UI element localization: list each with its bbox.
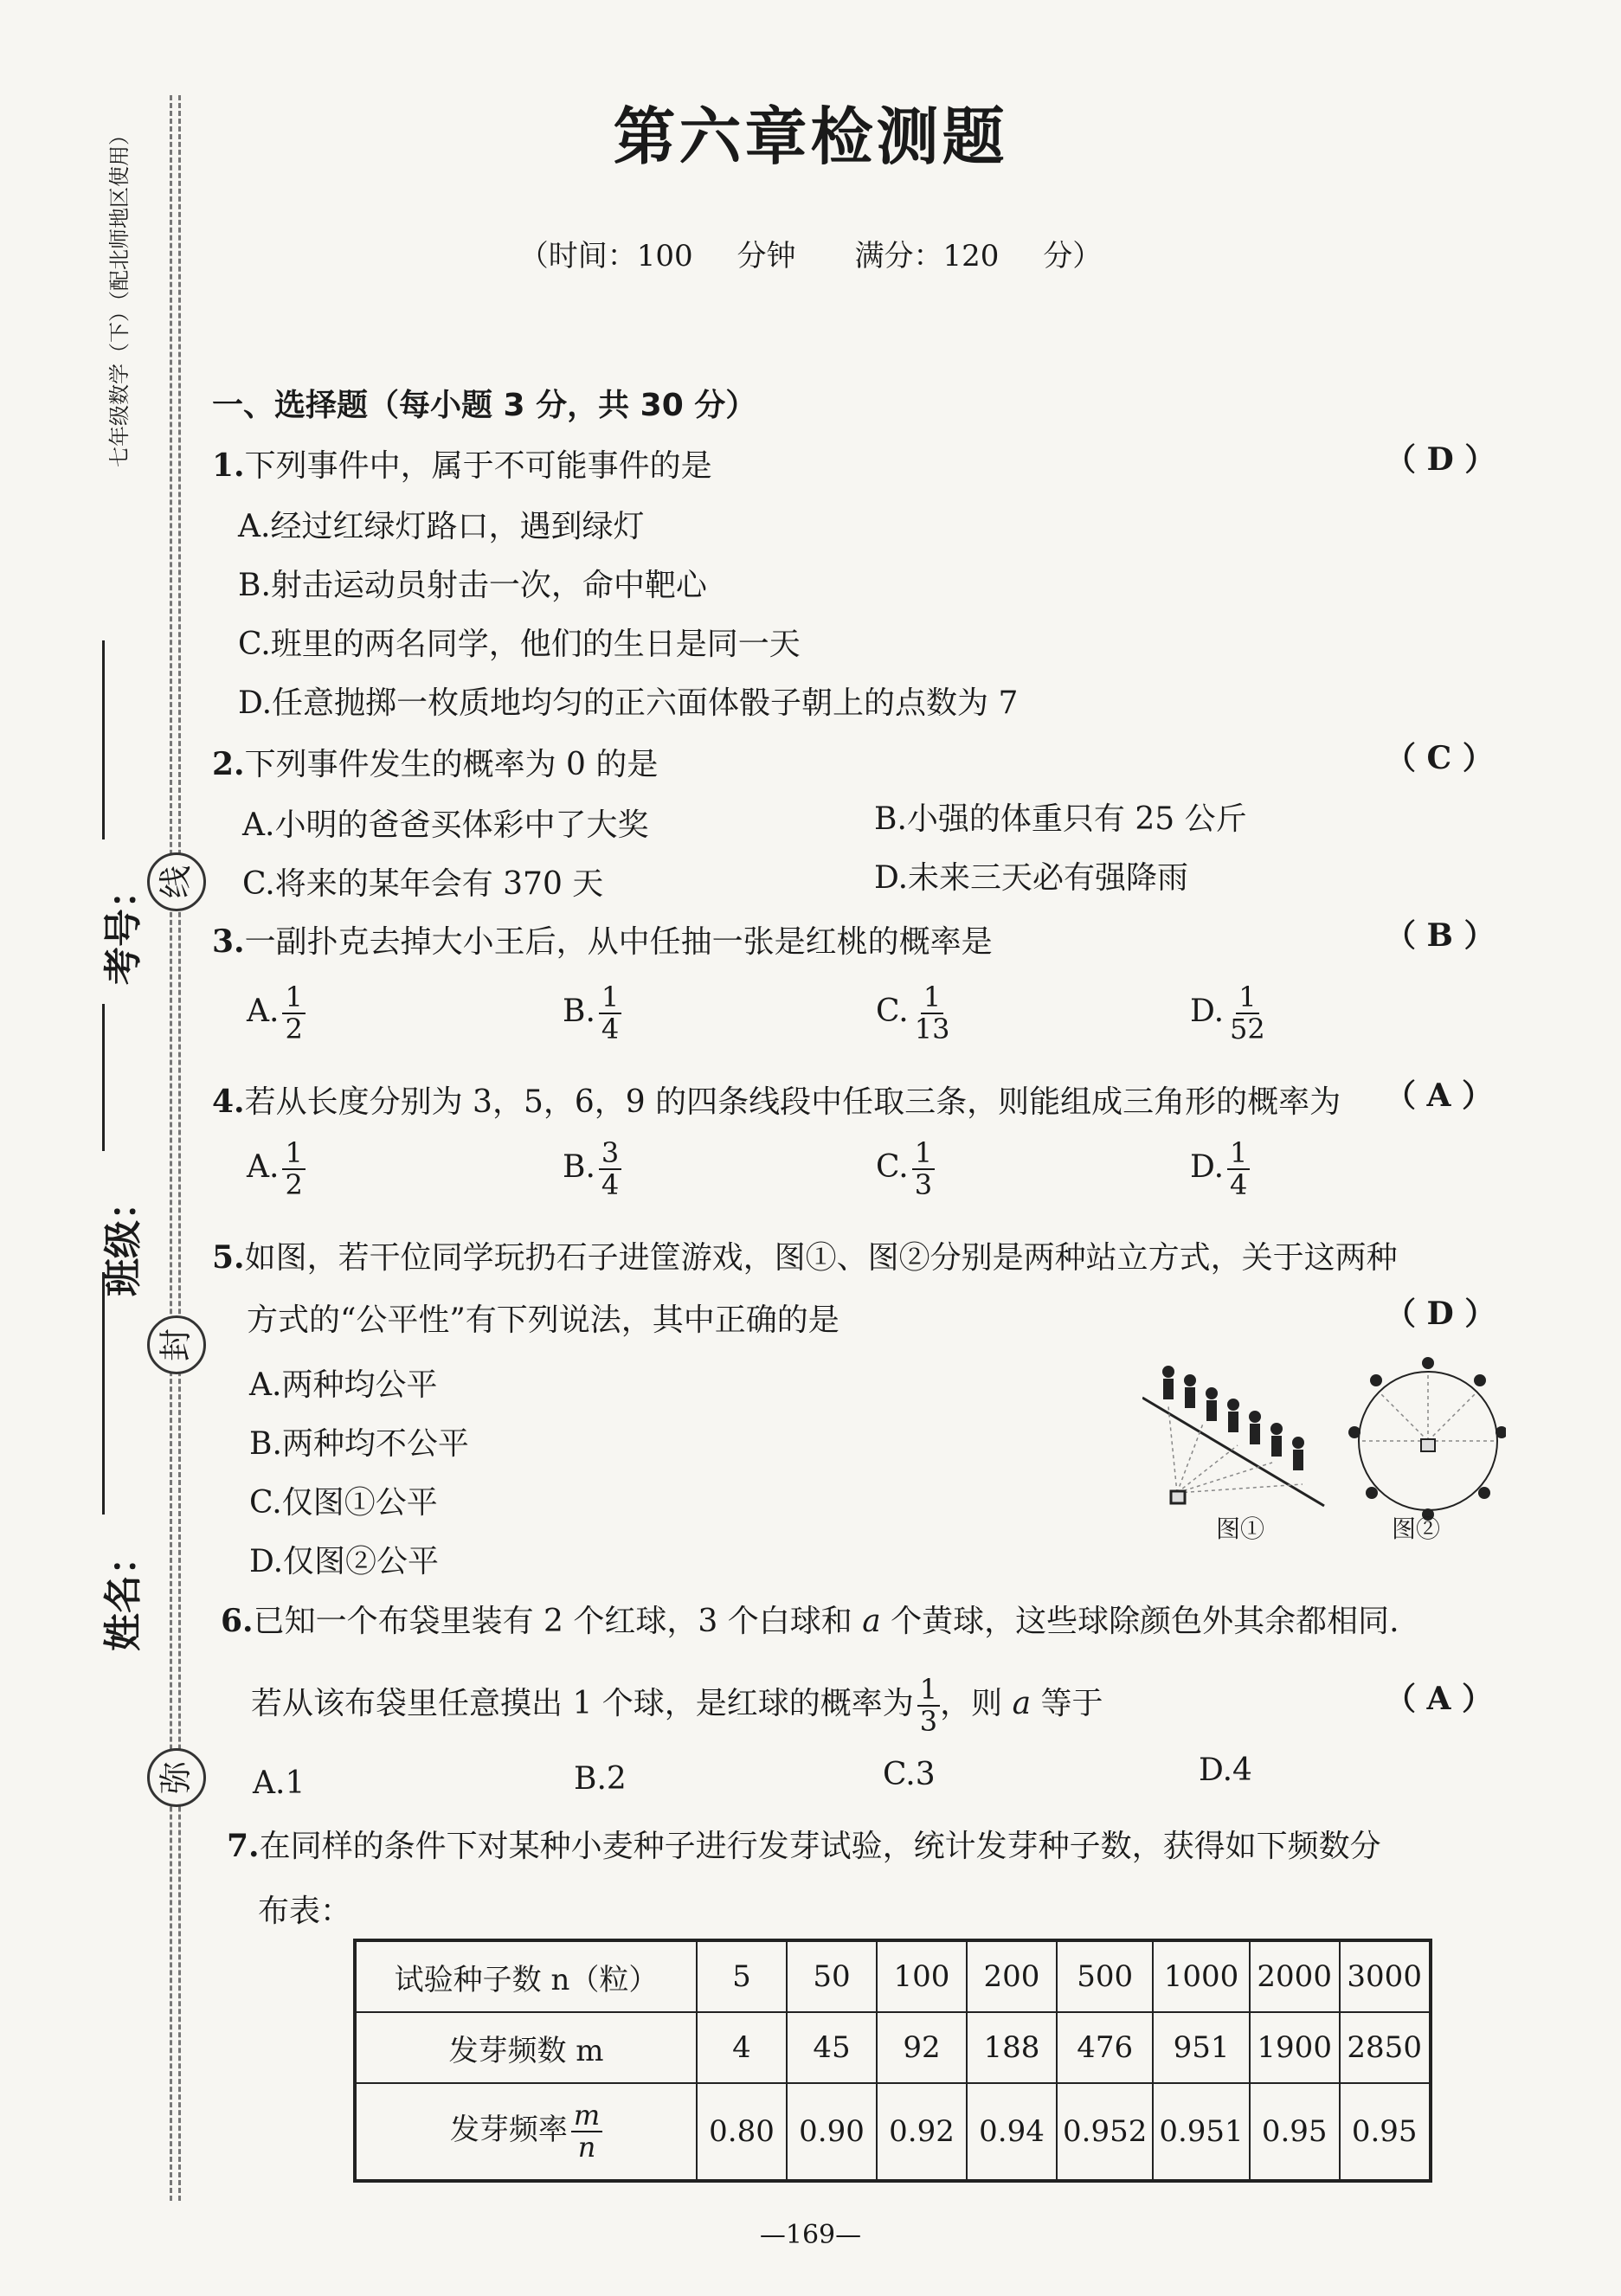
header-text: 发芽频率 bbox=[449, 2113, 568, 2147]
q6-option-a: A.1 bbox=[253, 1765, 306, 1801]
table-cell: 200 bbox=[967, 1940, 1057, 2012]
question-text: 在同样的条件下对某种小麦种子进行发芽试验，统计发芽种子数，获得如下频数分 bbox=[259, 1829, 1381, 1864]
side-note: 七年级数学（下）（配北师地区使用） bbox=[107, 125, 132, 467]
question-7-line2: 布表： bbox=[258, 1894, 352, 1929]
binding-dash-line bbox=[170, 95, 172, 2201]
page-title: 第六章检测题 bbox=[613, 100, 1008, 173]
q1-option-d: D.任意抛掷一枚质地均匀的正六面体骰子朝上的点数为 7 bbox=[238, 685, 1019, 721]
table-cell: 0.95 bbox=[1340, 2083, 1431, 2181]
fraction bbox=[912, 1138, 935, 1200]
figure-2-caption: 图② bbox=[1392, 1515, 1441, 1543]
table-cell: 2000 bbox=[1250, 1940, 1340, 2012]
answer-6: （ A ） bbox=[1385, 1681, 1493, 1717]
table-cell: 1000 bbox=[1153, 1940, 1249, 2012]
seal-line-mark: 线 bbox=[147, 852, 206, 911]
figure-1-caption: 图① bbox=[1216, 1515, 1265, 1543]
name-label: 姓名： bbox=[101, 1537, 145, 1651]
question-number: 5. bbox=[212, 1239, 245, 1276]
numerator: 1 bbox=[282, 982, 305, 1014]
section-heading: 一、选择题（每小题 3 分，共 30 分） bbox=[212, 388, 757, 423]
denominator: n bbox=[577, 2131, 596, 2164]
table-cell: 1900 bbox=[1250, 2012, 1340, 2083]
denominator: 4 bbox=[601, 1168, 620, 1202]
table-cell: 50 bbox=[787, 1940, 877, 2012]
numerator: 1 bbox=[912, 1138, 935, 1170]
q5-option-a: A.两种均公平 bbox=[249, 1367, 438, 1403]
table-cell: 3000 bbox=[1340, 1940, 1431, 2012]
question-text: 一副扑克去掉大小王后，从中任抽一张是红桃的概率是 bbox=[244, 924, 993, 960]
table-row bbox=[355, 1940, 1431, 2012]
q2-option-a: A.小明的爸爸买体彩中了大奖 bbox=[242, 807, 649, 843]
q2-option-d: D.未来三天必有强降雨 bbox=[874, 860, 1189, 896]
table-row bbox=[355, 2083, 1431, 2181]
option-label: D. bbox=[1190, 994, 1225, 1030]
answer-3: （ B ） bbox=[1385, 917, 1496, 954]
question-3 bbox=[212, 917, 993, 961]
q4-option-d bbox=[1190, 1138, 1250, 1200]
question-2 bbox=[212, 740, 658, 784]
q4-option-c bbox=[876, 1138, 935, 1200]
question-text: 已知一个布袋里装有 2 个红球，3 个白球和 bbox=[253, 1604, 852, 1639]
question-6-line2 bbox=[251, 1675, 1103, 1737]
q1-option-b: B.射击运动员射击一次，命中靶心 bbox=[238, 568, 707, 603]
denominator: 4 bbox=[601, 1013, 620, 1046]
table-row-header: 发芽频数 m bbox=[355, 2012, 697, 2083]
q5-option-d: D.仅图②公平 bbox=[249, 1544, 440, 1579]
exam-number-label: 考号： bbox=[101, 871, 145, 985]
fraction bbox=[599, 1138, 621, 1200]
question-text: 等于 bbox=[1040, 1686, 1103, 1722]
q3-option-b bbox=[563, 982, 621, 1045]
q5-figures bbox=[1142, 1354, 1506, 1553]
question-number: 4. bbox=[212, 1084, 245, 1120]
table-row-header: 试验种子数 n（粒） bbox=[355, 1940, 697, 2012]
denominator: 4 bbox=[1230, 1168, 1248, 1202]
answer-5: （ D ） bbox=[1385, 1296, 1496, 1332]
fraction bbox=[282, 1138, 305, 1200]
class-label: 班级： bbox=[101, 1182, 145, 1296]
table-cell: 0.80 bbox=[697, 2083, 787, 2181]
binding-dash-line bbox=[178, 95, 181, 2201]
q2-option-b: B.小强的体重只有 25 公斤 bbox=[874, 801, 1247, 837]
question-number: 1. bbox=[212, 447, 245, 484]
q1-option-c: C.班里的两名同学，他们的生日是同一天 bbox=[238, 627, 801, 662]
option-label: A. bbox=[247, 994, 280, 1030]
q4-option-b bbox=[563, 1138, 621, 1200]
question-7 bbox=[227, 1822, 1381, 1866]
question-text: 如图，若干位同学玩扔石子进筐游戏，图①、图②分别是两种站立方式，关于这两种 bbox=[244, 1240, 1398, 1276]
exam-number-line bbox=[102, 640, 105, 839]
option-label: D. bbox=[1190, 1149, 1225, 1186]
table-cell: 0.952 bbox=[1057, 2083, 1153, 2181]
class-line bbox=[102, 1272, 105, 1515]
numerator: 3 bbox=[599, 1138, 621, 1170]
numerator: m bbox=[571, 2100, 602, 2132]
figure-2-illustration bbox=[1348, 1357, 1506, 1521]
question-5 bbox=[212, 1233, 1398, 1277]
question-text: ，则 bbox=[940, 1686, 1003, 1722]
question-number: 2. bbox=[212, 746, 245, 782]
table-cell: 92 bbox=[877, 2012, 967, 2083]
q6-option-b: B.2 bbox=[574, 1761, 627, 1797]
denominator: 2 bbox=[285, 1168, 303, 1202]
denominator: 2 bbox=[285, 1013, 303, 1046]
fraction bbox=[1227, 1138, 1250, 1200]
denominator: 13 bbox=[914, 1013, 950, 1046]
fraction bbox=[917, 1675, 940, 1737]
q6-option-d: D.4 bbox=[1199, 1753, 1252, 1788]
fraction bbox=[1227, 982, 1268, 1045]
question-text: 下列事件发生的概率为 0 的是 bbox=[244, 747, 659, 782]
numerator: 1 bbox=[921, 982, 943, 1014]
numerator: 1 bbox=[1227, 1138, 1250, 1170]
option-label: B. bbox=[563, 994, 595, 1030]
table-cell: 500 bbox=[1057, 1940, 1153, 2012]
class-line-top bbox=[102, 1004, 105, 1151]
table-cell: 0.951 bbox=[1153, 2083, 1249, 2181]
answer-2: （ C ） bbox=[1385, 740, 1494, 776]
question-text: 若从长度分别为 3，5，6，9 的四条线段中任取三条，则能组成三角形的概率为 bbox=[244, 1084, 1341, 1120]
denominator: 3 bbox=[914, 1168, 933, 1202]
numerator: 1 bbox=[599, 982, 621, 1014]
fraction bbox=[571, 2100, 602, 2163]
question-1 bbox=[212, 441, 712, 486]
q3-option-a bbox=[247, 982, 306, 1045]
table-row-header bbox=[355, 2083, 697, 2181]
q6-option-c: C.3 bbox=[883, 1757, 936, 1792]
variable-a: a bbox=[862, 1604, 881, 1639]
table-cell: 0.95 bbox=[1250, 2083, 1340, 2181]
seal-seal-mark: 封 bbox=[147, 1315, 206, 1374]
q1-option-a: A.经过红绿灯路口，遇到绿灯 bbox=[238, 509, 645, 544]
table-cell: 951 bbox=[1153, 2012, 1249, 2083]
q3-option-c bbox=[876, 982, 952, 1045]
table-cell: 100 bbox=[877, 1940, 967, 2012]
table-cell: 188 bbox=[967, 2012, 1057, 2083]
q5-option-b: B.两种均不公平 bbox=[249, 1426, 469, 1462]
question-5-line2: 方式的“公平性”有下列说法，其中正确的是 bbox=[247, 1302, 839, 1338]
q4-option-a bbox=[247, 1138, 306, 1200]
option-label: C. bbox=[876, 994, 909, 1030]
variable-a: a bbox=[1012, 1686, 1032, 1722]
question-number: 7. bbox=[227, 1828, 260, 1864]
fraction bbox=[282, 982, 305, 1045]
numerator: 1 bbox=[282, 1138, 305, 1170]
table-cell: 45 bbox=[787, 2012, 877, 2083]
subtitle: （时间：100 分钟 满分：120 分） bbox=[518, 239, 1103, 273]
denominator: 52 bbox=[1230, 1013, 1265, 1046]
table-cell: 2850 bbox=[1340, 2012, 1431, 2083]
numerator: 1 bbox=[917, 1675, 940, 1707]
table-cell: 476 bbox=[1057, 2012, 1153, 2083]
numerator: 1 bbox=[1236, 982, 1258, 1014]
seal-seal2-mark: 弥 bbox=[147, 1748, 206, 1807]
fraction bbox=[912, 982, 953, 1045]
option-label: B. bbox=[563, 1149, 595, 1186]
table-cell: 0.92 bbox=[877, 2083, 967, 2181]
question-text-cont: 个黄球，这些球除颜色外其余都相同. bbox=[891, 1604, 1399, 1639]
q3-option-d bbox=[1190, 982, 1268, 1045]
question-text: 若从该布袋里任意摸出 1 个球，是红球的概率为 bbox=[251, 1686, 914, 1722]
answer-1: （ D ） bbox=[1385, 441, 1496, 478]
frequency-table bbox=[353, 1939, 1432, 2183]
question-number: 6. bbox=[221, 1603, 254, 1639]
table-cell: 5 bbox=[697, 1940, 787, 2012]
page-number: —169— bbox=[759, 2220, 862, 2250]
table-cell: 4 bbox=[697, 2012, 787, 2083]
table-row bbox=[355, 2012, 1431, 2083]
table-cell: 0.90 bbox=[787, 2083, 877, 2181]
q2-option-c: C.将来的某年会有 370 天 bbox=[242, 866, 604, 902]
option-label: C. bbox=[876, 1149, 909, 1186]
option-label: A. bbox=[247, 1149, 280, 1186]
fraction bbox=[599, 982, 621, 1045]
q5-option-c: C.仅图①公平 bbox=[249, 1485, 438, 1521]
answer-4: （ A ） bbox=[1385, 1077, 1493, 1114]
question-number: 3. bbox=[212, 923, 245, 960]
question-text: 下列事件中，属于不可能事件的是 bbox=[244, 448, 712, 484]
question-6 bbox=[221, 1597, 1399, 1641]
table-cell: 0.94 bbox=[967, 2083, 1057, 2181]
question-4 bbox=[212, 1077, 1341, 1122]
denominator: 3 bbox=[919, 1705, 938, 1739]
